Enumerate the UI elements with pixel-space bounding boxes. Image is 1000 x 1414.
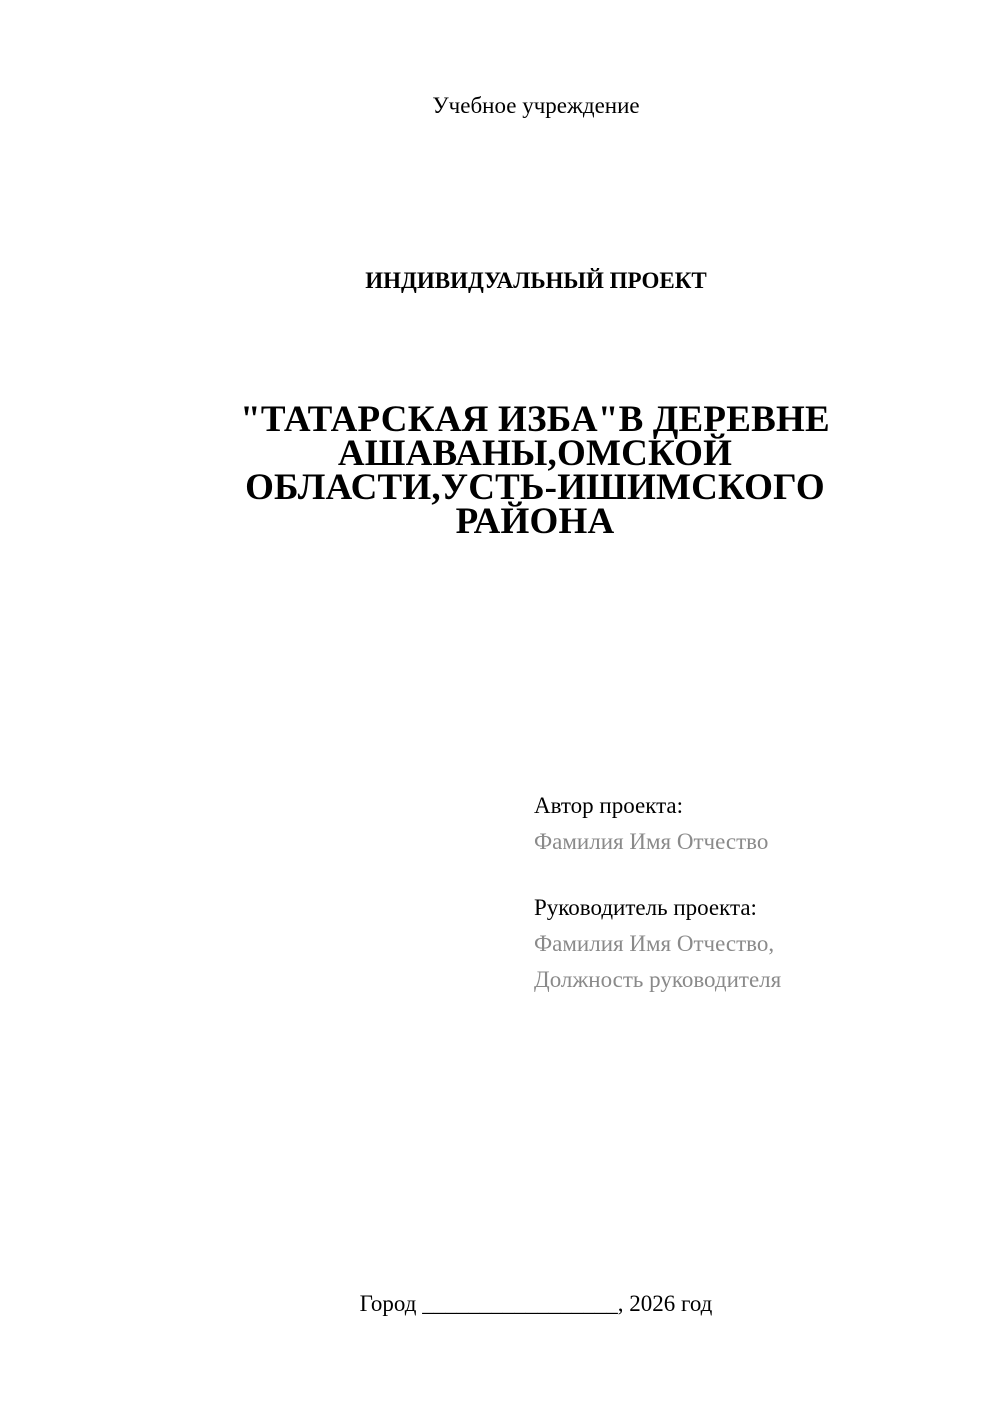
project-title — [200, 399, 870, 542]
supervisor-label: Руководитель проекта: — [534, 895, 757, 920]
credits-block — [534, 788, 974, 998]
supervisor-name: Фамилия Имя Отчество, — [534, 931, 775, 956]
supervisor-position: Должность руководителя — [534, 967, 782, 992]
project-title-line: "ТАТАРСКАЯ ИЗБА"В ДЕРЕВНЕ — [240, 399, 830, 440]
author-name: Фамилия Имя Отчество — [534, 829, 769, 854]
project-title-line: АШАВАНЫ,ОМСКОЙ — [337, 433, 733, 474]
document-type: ИНДИВИДУАЛЬНЫЙ ПРОЕКТ — [365, 268, 707, 293]
project-title-line: РАЙОНА — [455, 501, 615, 542]
credits-spacer — [534, 860, 974, 890]
author-label: Автор проекта: — [534, 793, 683, 818]
city-year-line: Город _________________, 2026 год — [359, 1291, 713, 1316]
project-title-line: ОБЛАСТИ,УСТЬ-ИШИМСКОГО — [245, 467, 825, 508]
institution-name: Учебное учреждение — [432, 93, 640, 118]
